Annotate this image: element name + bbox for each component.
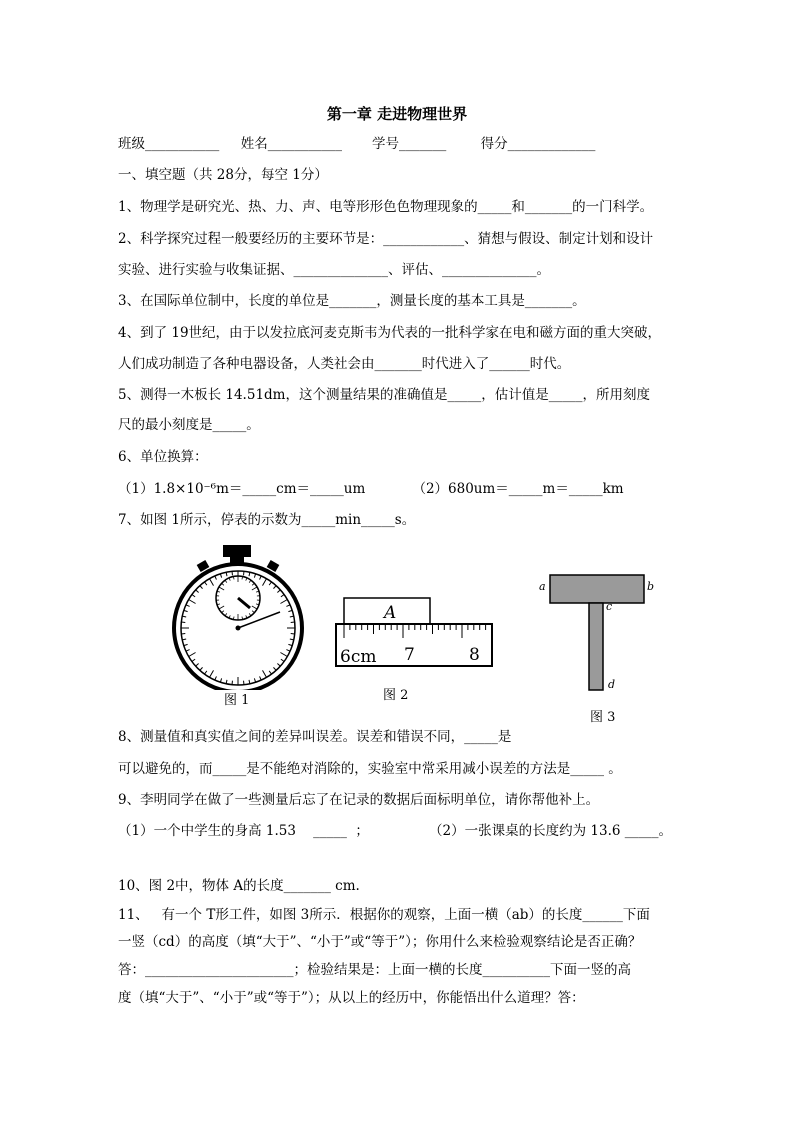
label-b: b	[647, 580, 655, 593]
question-11-line-4: 度（填“大于”、“小于”或“等于”）；从以上的经历中，你能悟出什么道理？答：	[118, 990, 585, 1006]
page-title: 第一章 走进物理世界	[326, 105, 468, 123]
question-5-line-2: 尺的最小刻度是_____。	[118, 417, 260, 433]
ruler-label-7: 7	[404, 645, 415, 665]
question-9-items: （1）一个中学生的身高 1.53 _____ ； （2）一张课桌的长度约为 13.6 _____。	[118, 823, 672, 839]
question-4-line-2: 人们成功制造了各种电器设备，人类社会由_______时代进入了______时代。	[118, 356, 571, 372]
question-11-line-2: 一竖（cd）的高度（填“大于”、“小于”或“等于”）；你用什么来检验观察结论是否正确？	[118, 934, 642, 950]
ruler-label-8: 8	[469, 645, 480, 665]
question-9: 9、李明同学在做了一些测量后忘了在记录的数据后面标明单位，请你帮他补上。	[118, 792, 600, 808]
question-5-line-1: 5、测得一木板长 14.51dm，这个测量结果的准确值是_____，估计值是_____，所用刻度	[118, 387, 650, 403]
label-a: a	[539, 580, 546, 593]
label-d: d	[608, 678, 616, 691]
ruler-label-6cm: 6cm	[340, 647, 377, 667]
figure-1-caption: 图 1	[224, 693, 250, 708]
question-2-line-1: 2、科学探究过程一般要经历的主要环节是：____________、猜想与假设、制定计划和设计	[118, 231, 654, 247]
question-6: 6、单位换算：	[118, 449, 208, 465]
t-workpiece-figure	[536, 570, 660, 696]
question-3: 3、在国际单位制中，长度的单位是_______，测量长度的基本工具是_______。	[118, 293, 586, 309]
student-info-line: 班级___________ 姓名___________ 学号_______ 得分_____________	[118, 136, 596, 152]
figure-2-caption: 图 2	[383, 688, 409, 703]
question-11-line-1: 11、 有一个 T形工件，如图 3所示．根据你的观察，上面一横（ab）的长度______下面	[118, 907, 650, 923]
question-1: 1、物理学是研究光、热、力、声、电等形形色色物理现象的_____和_______的一门科学。	[118, 199, 654, 215]
question-7: 7、如图 1所示，停表的示数为_____min_____s。	[118, 512, 416, 528]
question-8-line-1: 8、测量值和真实值之间的差异叫误差。误差和错误不同，_____是	[118, 729, 512, 745]
question-4-line-1: 4、到了 19世纪，由于以发拉底河麦克斯韦为代表的一批科学家在电和磁方面的重大突破，	[118, 325, 662, 341]
object-a-label: A	[384, 603, 397, 623]
question-6-items: （1）1.8×10⁻⁶m＝_____cm＝_____um （2）680um＝_____m＝_____km	[118, 481, 624, 497]
figure-3-caption: 图 3	[590, 710, 616, 725]
stopwatch-figure	[168, 540, 308, 690]
question-11-line-3: 答：______________________；检验结果是：上面一横的长度__________下面一竖的高	[118, 962, 631, 978]
question-2-line-2: 实验、进行实验与收集证据、______________、评估、______________。	[118, 262, 550, 278]
ruler-figure	[334, 596, 496, 668]
label-c: c	[606, 600, 613, 613]
question-8-line-2: 可以避免的，而_____是不能绝对消除的，实验室中常采用减小误差的方法是_____ 。	[118, 761, 622, 777]
section-heading: 一、填空题（共 28分，每空 1分）	[118, 167, 328, 183]
question-10: 10、图 2中，物体 A的长度_______ cm.	[118, 878, 360, 894]
